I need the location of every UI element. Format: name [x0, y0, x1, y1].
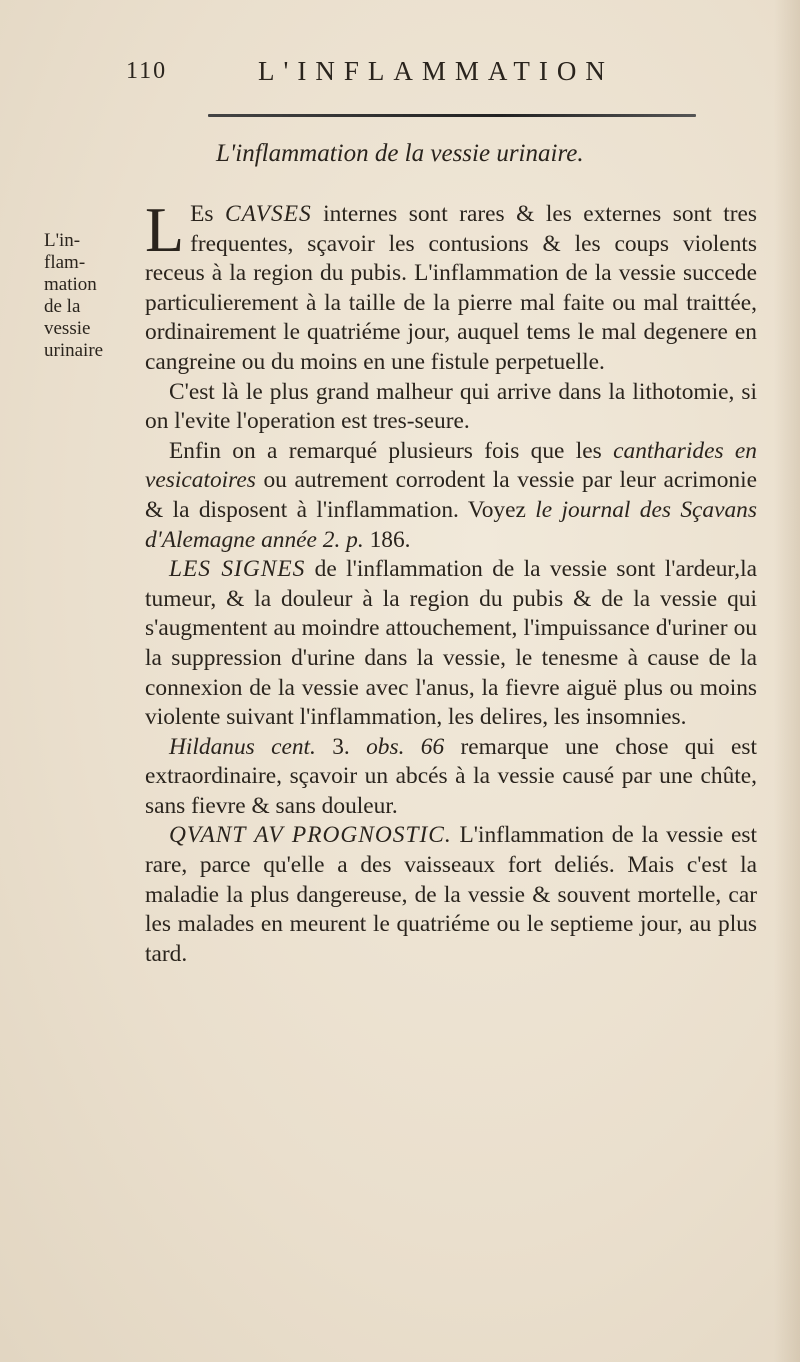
paragraph-causes — [145, 194, 757, 378]
p4-rest: de l'inflammation de la vessie sont l'ardeur,la tumeur, & la douleur à la region du pubis & de la vessie qui s'augmentent au moindre attouchement, l'impuissance d'uriner ou la suppression d'urine dans la vessie, le tenesme à cause de la connexion de la vessie avec l'anus, la fievre aiguë plus ou moins violente suivant l'inflammation, les delires, les insomnies. — [145, 556, 757, 731]
paragraph-signes — [145, 555, 757, 733]
header-rule — [208, 114, 696, 117]
p5-italic-1: Hildanus cent. — [169, 733, 316, 760]
page-edge-shadow — [774, 0, 800, 1362]
running-head — [0, 52, 800, 92]
paragraph-cantharides — [145, 437, 757, 555]
paragraph-hildanus — [145, 733, 757, 822]
p3-a: Enfin on a remarqué plusieurs fois que les — [169, 437, 614, 464]
drop-cap: L — [145, 194, 185, 265]
paragraph-lithotomy — [145, 378, 757, 437]
body-text — [145, 194, 757, 969]
p3-c: 186. — [363, 526, 411, 553]
margin-note: L'in- flam- mation de la vessie urinaire — [44, 230, 104, 361]
p4-caps: LES SIGNES — [169, 556, 306, 583]
p5-italic-2: obs. 66 — [366, 733, 445, 760]
p1-lead: Es — [190, 201, 225, 227]
running-title: L'INFLAMMATION — [258, 56, 614, 86]
p5-a: 3. — [315, 733, 367, 760]
section-title: L'inflammation de la vessie urinaire. — [216, 140, 584, 167]
p2-text: C'est là le plus grand malheur qui arrive dans la lithotomie, si on l'evite l'operation est tres-seure. — [145, 378, 757, 435]
p3-b: ou autrement corrodent la vessie par leur acrimonie & la disposent à l'inflammation. Voyez — [145, 467, 757, 523]
paragraph-prognostic — [145, 821, 757, 969]
p3-italic-1: cantharides en vesicatoires — [145, 437, 757, 494]
p1-rest: internes sont rares & les externes sont tres frequentes, sçavoir les contusions & les coups violents receus à la region du pubis. L'inflammation de la vessie succede particulierement à la taille de la pierre mal faite ou mal traittée, ordinairement le quatriéme jour, auquel tems le mal degenere en cangreine ou du moins en une fistule perpetuelle. — [145, 201, 757, 375]
page-number: 110 — [126, 58, 168, 84]
p3-italic-2: le journal des Sçavans d'Alemagne année 2. p. — [145, 496, 757, 553]
p6-caps: QVANT AV PROGNOSTIC. — [169, 822, 452, 849]
p5-b: remarque une chose qui est extraordinaire, sçavoir un abcés à la vessie causé par une chûte, sans fievre & sans douleur. — [145, 733, 757, 819]
p1-caps: CAVSES — [224, 201, 312, 227]
p6-rest: L'inflammation de la vessie est rare, parce qu'elle a des vaisseaux fort deliés. Mais c'est la maladie la plus dangereuse, de la vessie & souvent mortelle, car les malades en meurent le quatriéme ou le septieme jour, au plus tard. — [145, 822, 757, 967]
